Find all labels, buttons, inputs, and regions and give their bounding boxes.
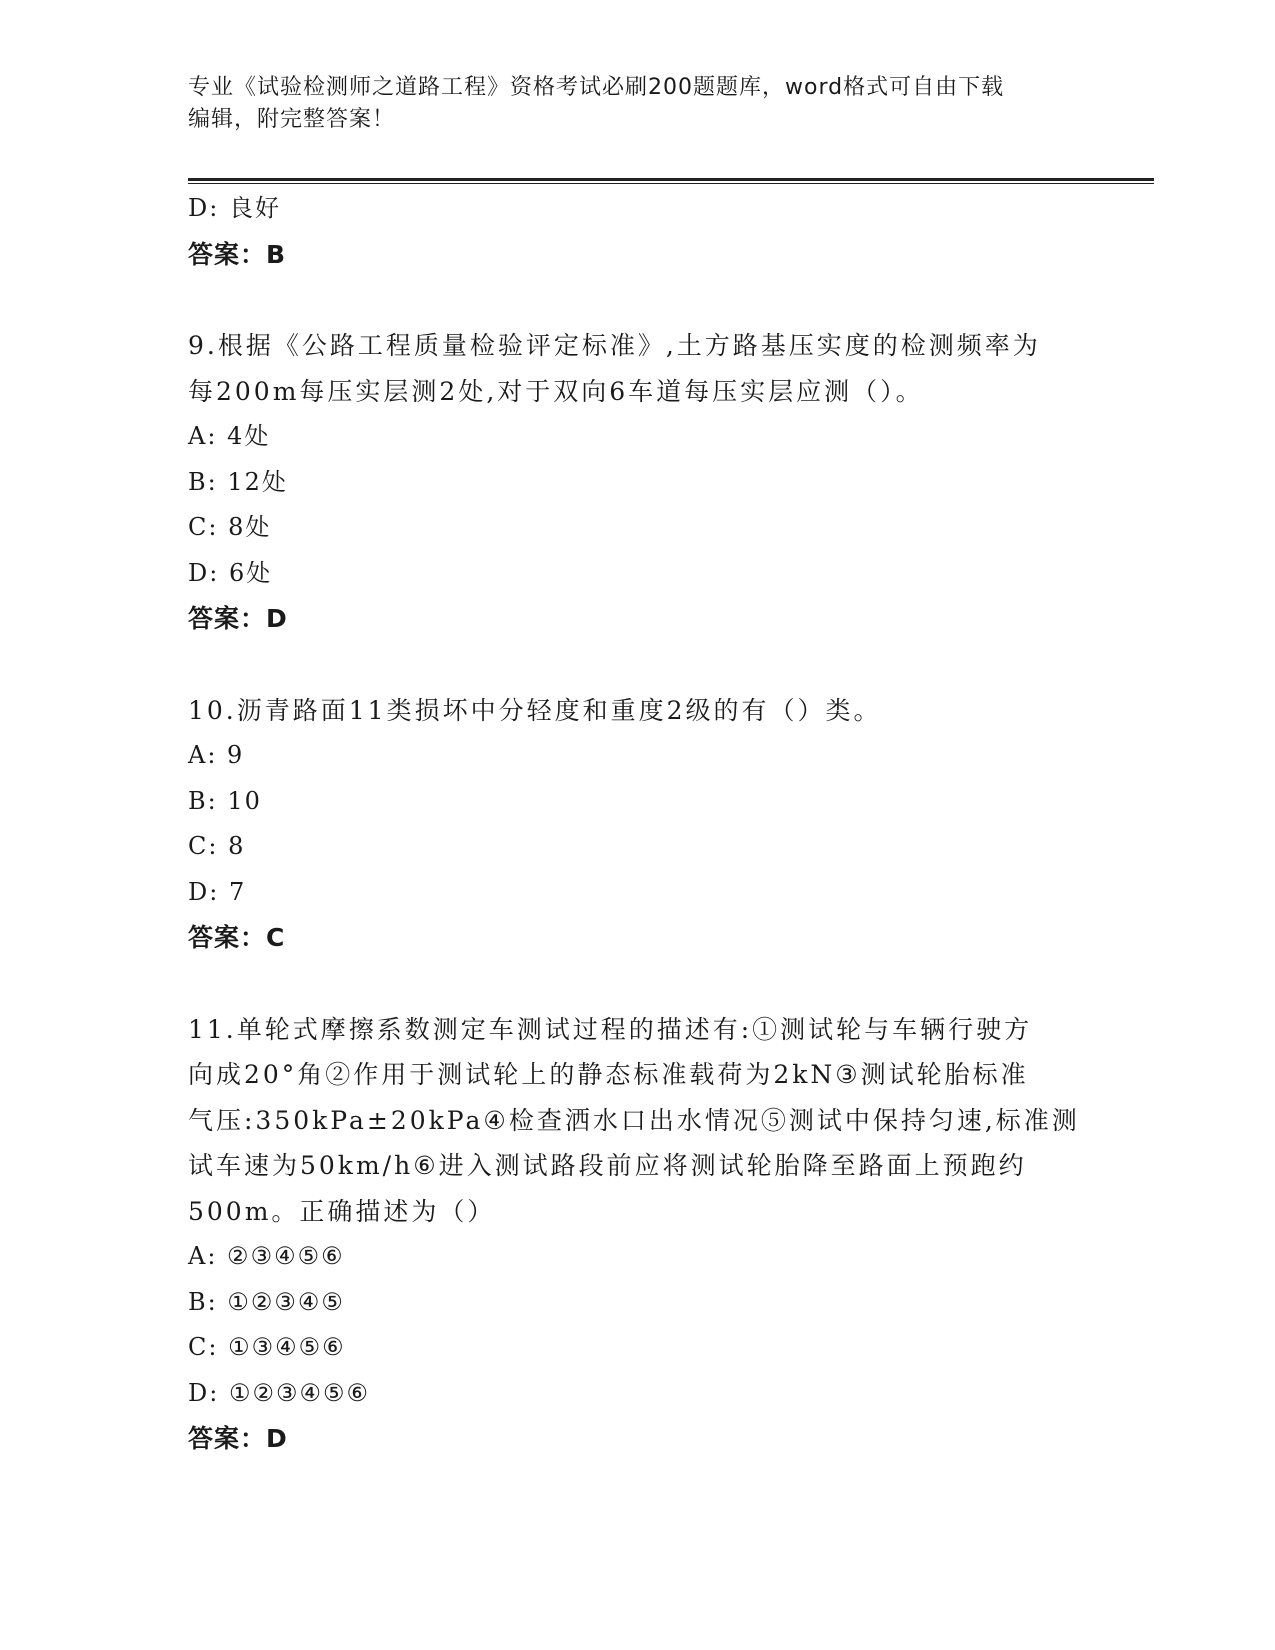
spacer — [188, 277, 1088, 323]
question-stem-line: 气压:350kPa±20kPa④检查洒水口出水情况⑤测试中保持匀速,标准测 — [188, 1105, 1080, 1135]
header-divider-thin — [188, 183, 1154, 184]
option-b: B: ①②③④⑤ — [188, 1287, 345, 1316]
question-stem-line: 每200m每压实层测2处,对于双向6车道每压实层应测（）。 — [188, 376, 924, 406]
answer-text: 答案：C — [188, 923, 286, 952]
spacer — [188, 642, 1088, 688]
option-b: B: 10 — [188, 786, 262, 815]
option-a: A: ②③④⑤⑥ — [188, 1242, 345, 1270]
option-c: C: ①③④⑤⑥ — [188, 1333, 346, 1361]
option-b: B: 12处 — [188, 467, 288, 496]
option-a: A: 9 — [188, 741, 245, 769]
question-list — [188, 186, 1088, 1462]
spacer — [188, 961, 1088, 1007]
option-d: D: 6处 — [188, 558, 273, 587]
header-title-line-1: 专业《试验检测师之道路工程》资格考试必刷200题题库，word格式可自由下载 — [188, 75, 1005, 100]
question-stem-line: 500m。正确描述为（） — [188, 1196, 496, 1226]
question-stem-line: 10.沥青路面11类损坏中分轻度和重度2级的有（）类。 — [188, 695, 882, 725]
option-c: C: 8 — [188, 832, 246, 860]
option-c: C: 8处 — [188, 513, 272, 541]
previous-question-tail — [188, 186, 1088, 277]
answer-text: 答案：D — [188, 1424, 288, 1453]
option-d: D: 良好 — [188, 194, 281, 222]
question-9 — [188, 323, 1088, 642]
document-header — [188, 72, 1088, 136]
option-d: D: ①②③④⑤⑥ — [188, 1378, 371, 1407]
question-stem-line: 11.单轮式摩擦系数测定车测试过程的描述有:①测试轮与车辆行驶方 — [188, 1014, 1033, 1044]
question-11 — [188, 1007, 1088, 1462]
header-divider-thick — [188, 178, 1154, 181]
question-stem-line: 试车速为50km/h⑥进入测试路段前应将测试轮胎降至路面上预跑约 — [188, 1151, 1027, 1180]
question-10 — [188, 688, 1088, 961]
answer-text: 答案：D — [188, 604, 288, 633]
answer-text: 答案：B — [188, 239, 287, 269]
question-stem-line: 向成20°角②作用于测试轮上的静态标准载荷为2kN③测试轮胎标准 — [188, 1060, 1029, 1089]
option-d: D: 7 — [188, 877, 247, 906]
option-a: A: 4处 — [188, 422, 271, 450]
header-title-line-2: 编辑，附完整答案！ — [188, 107, 396, 132]
question-stem-line: 9.根据《公路工程质量检验评定标准》,土方路基压实度的检测频率为 — [188, 331, 1041, 360]
